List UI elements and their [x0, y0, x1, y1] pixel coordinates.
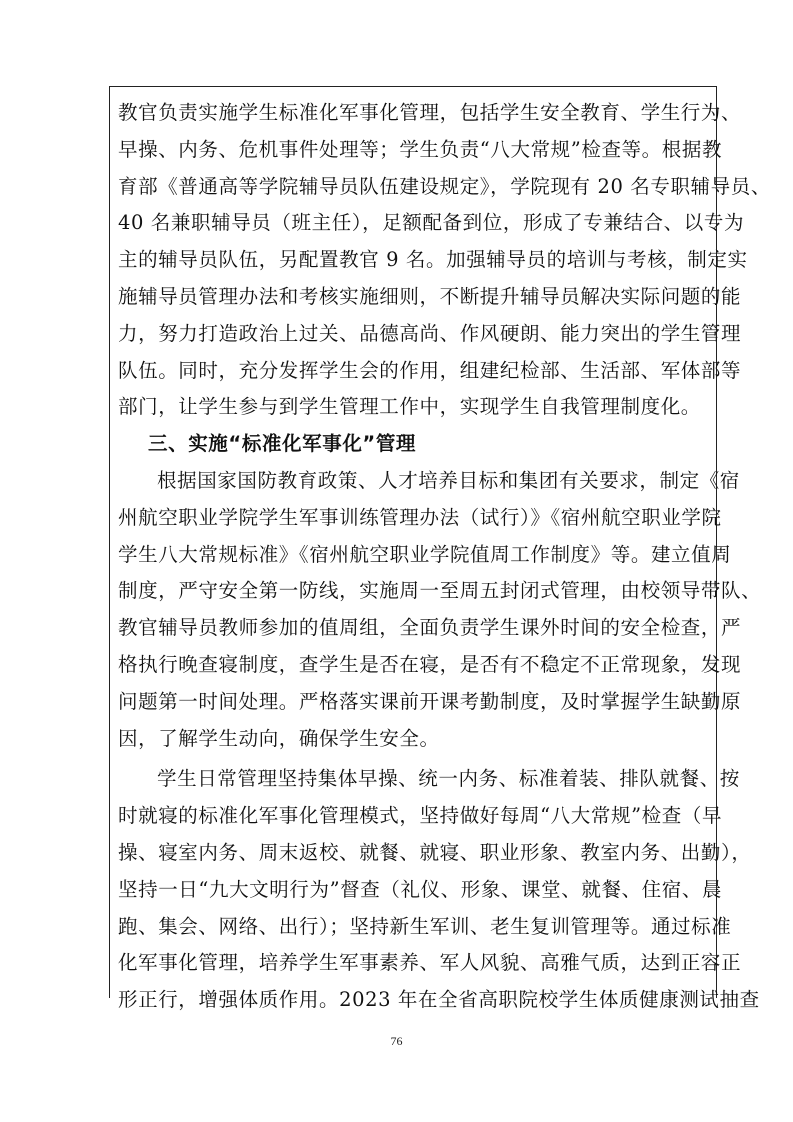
text-line: 州航空职业学院学生军事训练管理办法（试行）》《宿州航空职业学院 [118, 505, 722, 529]
document-body [118, 95, 771, 1019]
text-line: 操、寝室内务、周末返校、就餐、就寝、职业形象、教室内务、出勤）， [118, 840, 752, 864]
text-line: 施辅导员管理办法和考核实施细则，不断提升辅导员解决实际问题的能 [118, 284, 742, 308]
text-line: 学生八大常规标准》《宿州航空职业学院值周工作制度》等。建立值周 [118, 542, 732, 566]
text-line: 问题第一时间处理。严格落实课前开课考勤制度，及时掌握学生缺勤原 [118, 689, 742, 713]
page-number: 76 [390, 1034, 403, 1048]
text-line: 根据国家国防教育政策、人才培养目标和集团有关要求，制定《宿 [157, 468, 740, 492]
text-line: 力，努力打造政治上过关、品德高尚、作风硬朗、能力突出的学生管理 [118, 321, 742, 345]
text-line: 部门，让学生参与到学生管理工作中，实现学生自我管理制度化。 [118, 395, 701, 419]
paragraph [118, 761, 760, 1019]
text-line: 化军事化管理，培养学生军事素养、军人风貌、高雅气质，达到正容正 [118, 951, 742, 975]
text-line: 教官负责实施学生标准化军事化管理，包括学生安全教育、学生行为、 [118, 101, 742, 124]
text-line: 教官辅导员教师参加的值周组，全面负责学生课外时间的安全检查，严 [118, 616, 742, 640]
text-line: 队伍。同时，充分发挥学生会的作用，组建纪检部、生活部、军体部等 [118, 358, 742, 382]
paragraph [118, 463, 762, 757]
paragraph [118, 95, 771, 426]
text-line: 育部《普通高等学院辅导员队伍建设规定》，学院现有 20 名专职辅导员、 [118, 174, 771, 198]
text-line: 因，了解学生动向，确保学生安全。 [118, 726, 440, 750]
text-line: 时就寝的标准化军事化管理模式，坚持做好每周“八大常规”检查（早 [118, 804, 723, 828]
text-line: 主的辅导员队伍，另配置教官 9 名。加强辅导员的培训与考核，制定实 [118, 248, 748, 272]
text-line: 学生日常管理坚持集体早操、统一内务、标准着装、排队就餐、按 [157, 767, 740, 791]
section-heading: 三、实施“标准化军事化”管理 [148, 432, 417, 456]
text-line: 跑、集会、网络、出行）；坚持新生军训、老生复训管理等。通过标准 [118, 914, 732, 938]
text-line: 坚持一日“九大文明行为”督查（礼仪、形象、课堂、就餐、住宿、晨 [118, 877, 723, 901]
text-line: 40 名兼职辅导员（班主任），足额配备到位，形成了专兼结合、以专为 [118, 211, 745, 235]
text-line: 早操、内务、危机事件处理等；学生负责“八大常规”检查等。根据教 [118, 137, 723, 161]
text-line: 制度，严守安全第一防线，实施周一至周五封闭式管理，由校领导带队、 [118, 579, 762, 603]
text-line: 格执行晚查寝制度，查学生是否在寝，是否有不稳定不正常现象，发现 [118, 652, 742, 676]
text-line: 形正行，增强体质作用。2023 年在全省高职院校学生体质健康测试抽查 [118, 988, 760, 1012]
